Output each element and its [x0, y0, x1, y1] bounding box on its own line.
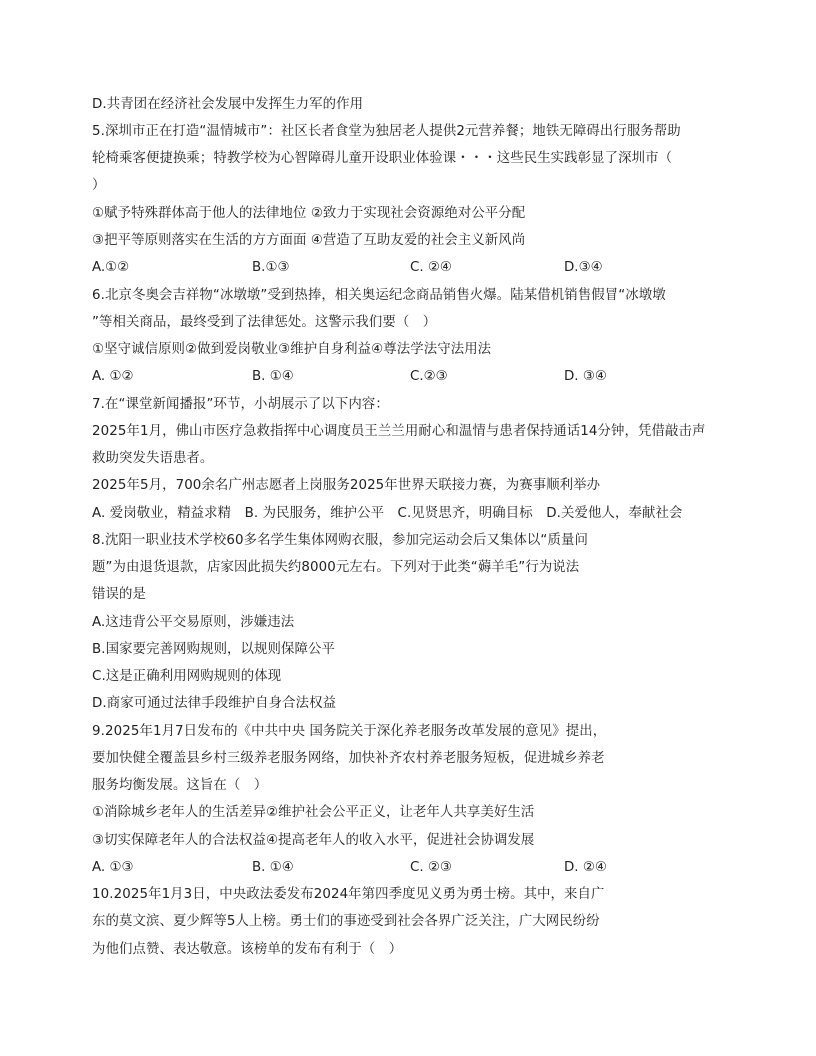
- q7-material-line-3: 2025年5月，700余名广州志愿者上岗服务2025年世界天联接力赛，为赛事顺利举办: [92, 478, 601, 493]
- q8-option-a: A.这违背公平交易原则，涉嫌违法: [92, 615, 295, 630]
- q9-stem-line-1: 9.2025年1月7日发布的《中共中央 国务院关于深化养老服务改革发展的意见》提出，: [92, 724, 607, 739]
- q6-option-d: D. ③④: [564, 369, 607, 384]
- q5-option-b: B.①③: [252, 260, 290, 275]
- q5-options: [92, 258, 712, 278]
- q5-stem-line-3: ）: [92, 178, 106, 193]
- q5-stem-line-1: 5.深圳市正在打造“温情城市”：社区长者食堂为独居老人提供2元营养餐；地铁无障碍出行服务帮助: [92, 124, 681, 139]
- q9-options: [92, 858, 712, 878]
- q6-statements: ①坚守诚信原则②做到爱岗敬业③维护自身利益④尊法学法守法用法: [92, 342, 492, 357]
- q5-statement-line-2: ③把平等原则落实在生活的方方面面 ④营造了互助友爱的社会主义新风尚: [92, 233, 526, 248]
- q6-option-b: B. ①④: [252, 369, 294, 384]
- q4-option-d: D.共青团在经济社会发展中发挥生力军的作用: [92, 97, 364, 112]
- q10-stem-line-1: 10.2025年1月3日，中央政法委发布2024年第四季度见义勇为勇士榜。其中，来自广: [92, 887, 605, 902]
- q9-stem-line-2: 要加快健全覆盖县乡村三级养老服务网络，加快补齐农村养老服务短板，促进城乡养老: [92, 751, 605, 766]
- q9-option-a: A. ①③: [92, 860, 134, 875]
- q5-stem-line-2: 轮椅乘客便捷换乘；特教学校为心智障碍儿童开设职业体验课・・・这些民生实践彰显了深圳市（: [92, 151, 673, 166]
- q7-options: A. 爱岗敬业，精益求精 B. 为民服务，维护公平 C.见贤思齐，明确目标 D.关爱他人，奉献社会: [92, 506, 683, 521]
- q6-option-a: A. ①②: [92, 369, 134, 384]
- q8-option-c: C.这是正确利用网购规则的体现: [92, 669, 282, 684]
- q9-statement-line-1: ①消除城乡老年人的生活差异②维护社会公平正义，让老年人共享美好生活: [92, 805, 535, 820]
- q8-stem-line-2: 题”为由退货退款，店家因此损失约8000元左右。下列对于此类“薅羊毛”行为说法: [92, 560, 580, 575]
- q6-stem-line-1: 6.北京冬奥会吉祥物“冰墩墩”受到热捧，相关奥运纪念商品销售火爆。陆某借机销售假冒“冰墩墩: [92, 288, 666, 303]
- q7-material-line-1: 2025年1月，佛山市医疗急救指挥中心调度员王兰兰用耐心和温情与患者保持通话14分钟，凭借敲击声: [92, 424, 706, 439]
- q8-stem-line-3: 错误的是: [92, 587, 146, 602]
- q8-stem-line-1: 8.沈阳一职业技术学校60多名学生集体网购衣服，参加完运动会后又集体以“质量问: [92, 533, 588, 548]
- q9-option-b: B. ①④: [252, 860, 294, 875]
- q6-options: [92, 367, 712, 387]
- q10-stem-line-2: 东的莫文滨、夏少辉等5人上榜。勇士们的事迹受到社会各界广泛关注，广大网民纷纷: [92, 914, 600, 929]
- q10-stem-line-3: 为他们点赞、表达敬意。该榜单的发布有利于（ ）: [92, 942, 403, 957]
- q9-stem-line-3: 服务均衡发展。这旨在（ ）: [92, 778, 268, 793]
- q8-option-b: B.国家要完善网购规则，以规则保障公平: [92, 642, 335, 657]
- q9-statement-line-2: ③切实保障老年人的合法权益④提高老年人的收入水平，促进社会协调发展: [92, 833, 535, 848]
- q7-material-line-2: 救助突发失语患者。: [92, 451, 214, 466]
- q5-option-a: A.①②: [92, 260, 130, 275]
- q7-stem: 7.在“课堂新闻播报”环节，小胡展示了以下内容：: [92, 397, 389, 412]
- q6-option-c: C.②③: [410, 369, 448, 384]
- q5-option-d: D.③④: [564, 260, 603, 275]
- q5-statement-line-1: ①赋予特殊群体高于他人的法律地位 ②致力于实现社会资源绝对公平分配: [92, 206, 526, 221]
- q5-option-c: C. ②④: [410, 260, 452, 275]
- q8-option-d: D.商家可通过法律手段维护自身合法权益: [92, 696, 337, 711]
- q9-option-c: C. ②③: [410, 860, 452, 875]
- q9-option-d: D. ②④: [564, 860, 607, 875]
- q6-stem-line-2: ”等相关商品，最终受到了法律惩处。这警示我们要（ ）: [92, 315, 437, 330]
